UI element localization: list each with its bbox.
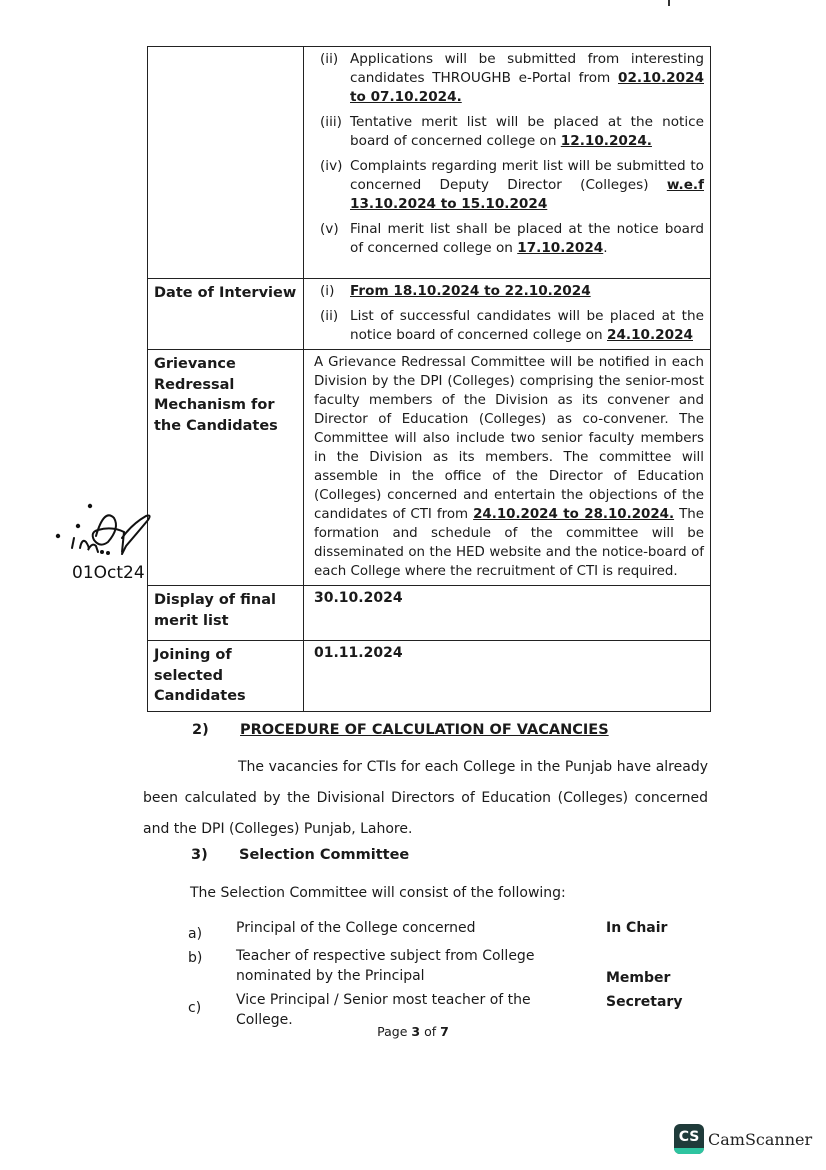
member-letter: c) bbox=[188, 1000, 202, 1016]
date-range: From 18.10.2024 to 22.10.2024 bbox=[350, 283, 591, 299]
section-title: PROCEDURE OF CALCULATION OF VACANCIES bbox=[240, 722, 609, 738]
row-label-joining: Joining of selected Candidates bbox=[148, 641, 304, 712]
selection-committee-intro: The Selection Committee will consist of the following: bbox=[190, 885, 566, 901]
item-number: (iv) bbox=[320, 158, 343, 174]
member-role: In Chair bbox=[606, 920, 668, 936]
row-label-empty bbox=[148, 47, 304, 279]
list-item bbox=[314, 307, 704, 345]
section-2-body: The vacancies for CTIs for each College in the Punjab have already been calculated by the Divisional Directors of Education (Colleges) concerned and the DPI (Colleges) Punjab, Lahore. bbox=[143, 759, 708, 837]
scan-mark bbox=[668, 0, 670, 6]
member-description: Principal of the College concerned bbox=[236, 920, 476, 936]
section-number: 2) bbox=[192, 722, 209, 738]
handwritten-signature-icon bbox=[50, 496, 160, 586]
member-description: Vice Principal / Senior most teacher of the College. bbox=[236, 992, 531, 1028]
list-item bbox=[314, 282, 704, 301]
table-row-joining bbox=[148, 641, 711, 712]
grievance-paragraph: A Grievance Redressal Committee will be notified in each Division by the DPI (Colleges) comprising the senior-most faculty members of the Division as its convener and Director of Education (Colleges) as co-convener. The Committee will also include two senior faculty members in the Division as its members. The committee will assemble in the office of the Director of Education (Colleges) concerned and entertain the objections of the candidates of CTI from 24.10.2024 to 28.10.2024. The formation and schedule of the committee will be disseminated on the HED website and the notice-board of each College where the recruitment of CTI is required. bbox=[314, 355, 704, 579]
item-text bbox=[350, 282, 704, 301]
page-number: Page 3 of 7 bbox=[377, 1024, 449, 1039]
member-letter: b) bbox=[188, 950, 203, 966]
item-text: Complaints regarding merit list will be submitted to concerned Deputy Director (Colleges) w.e.f 13.10.2024 to 15.10.2024 bbox=[350, 158, 704, 212]
row-label-grievance: Grievance Redressal Mechanism for the Candidates bbox=[148, 350, 304, 586]
date-range: w.e.f 13.10.2024 to 15.10.2024 bbox=[350, 177, 704, 212]
row-label-interview: Date of Interview bbox=[148, 279, 304, 350]
schedule-table bbox=[147, 46, 711, 712]
member-role: Secretary bbox=[606, 994, 683, 1010]
date-range: 02.10.2024 to 07.10.2024. bbox=[350, 70, 704, 105]
svg-text:01Oct24: 01Oct24 bbox=[72, 563, 145, 583]
item-number: (v) bbox=[320, 221, 339, 237]
row-content-applications bbox=[304, 47, 711, 279]
section-number: 3) bbox=[191, 847, 208, 863]
camscanner-watermark bbox=[674, 1124, 812, 1154]
item-text: Tentative merit list will be placed at the notice board of concerned college on 12.10.2024. bbox=[350, 114, 704, 149]
camscanner-logo-icon: CS bbox=[674, 1124, 704, 1154]
item-number: (iii) bbox=[320, 114, 342, 130]
item-number: (i) bbox=[320, 283, 335, 299]
table-row-interview bbox=[148, 279, 711, 350]
list-item bbox=[314, 113, 704, 151]
list-item bbox=[188, 946, 708, 988]
committee-members-list bbox=[188, 918, 708, 1028]
table-row-grievance bbox=[148, 350, 711, 586]
camscanner-brand: CamScanner bbox=[708, 1129, 813, 1149]
row-content-display bbox=[304, 586, 711, 641]
member-description: Teacher of respective subject from College nominated by the Principal bbox=[236, 948, 535, 984]
member-letter: a) bbox=[188, 926, 203, 942]
table-row-applications bbox=[148, 47, 711, 279]
date: 12.10.2024. bbox=[560, 133, 652, 149]
list-item bbox=[314, 157, 704, 214]
section-title: Selection Committee bbox=[239, 847, 410, 863]
row-label-display: Display of final merit list bbox=[148, 586, 304, 641]
date: 24.10.2024 bbox=[607, 327, 693, 343]
list-item bbox=[188, 918, 708, 944]
row-content-grievance bbox=[304, 350, 711, 586]
item-text: List of successful candidates will be placed at the notice board of concerned college on 24.10.2024 bbox=[350, 308, 704, 343]
date: 01.11.2024 bbox=[314, 645, 403, 661]
member-role: Member bbox=[606, 970, 671, 986]
list-item bbox=[314, 220, 704, 258]
list-item bbox=[314, 50, 704, 107]
item-text: Applications will be submitted from interesting candidates THROUGHB e-Portal from 02.10.2024 to 07.10.2024. bbox=[350, 51, 704, 105]
item-text: Final merit list shall be placed at the notice board of concerned college on 17.10.2024. bbox=[350, 221, 704, 256]
date: 17.10.2024 bbox=[517, 240, 604, 256]
row-content-interview bbox=[304, 279, 711, 350]
item-number: (ii) bbox=[320, 51, 339, 67]
item-number: (ii) bbox=[320, 308, 339, 324]
date-range: 24.10.2024 to 28.10.2024. bbox=[473, 507, 675, 522]
table-row-display-merit bbox=[148, 586, 711, 641]
list-item bbox=[188, 990, 708, 1028]
date: 30.10.2024 bbox=[314, 590, 403, 606]
row-content-joining bbox=[304, 641, 711, 712]
